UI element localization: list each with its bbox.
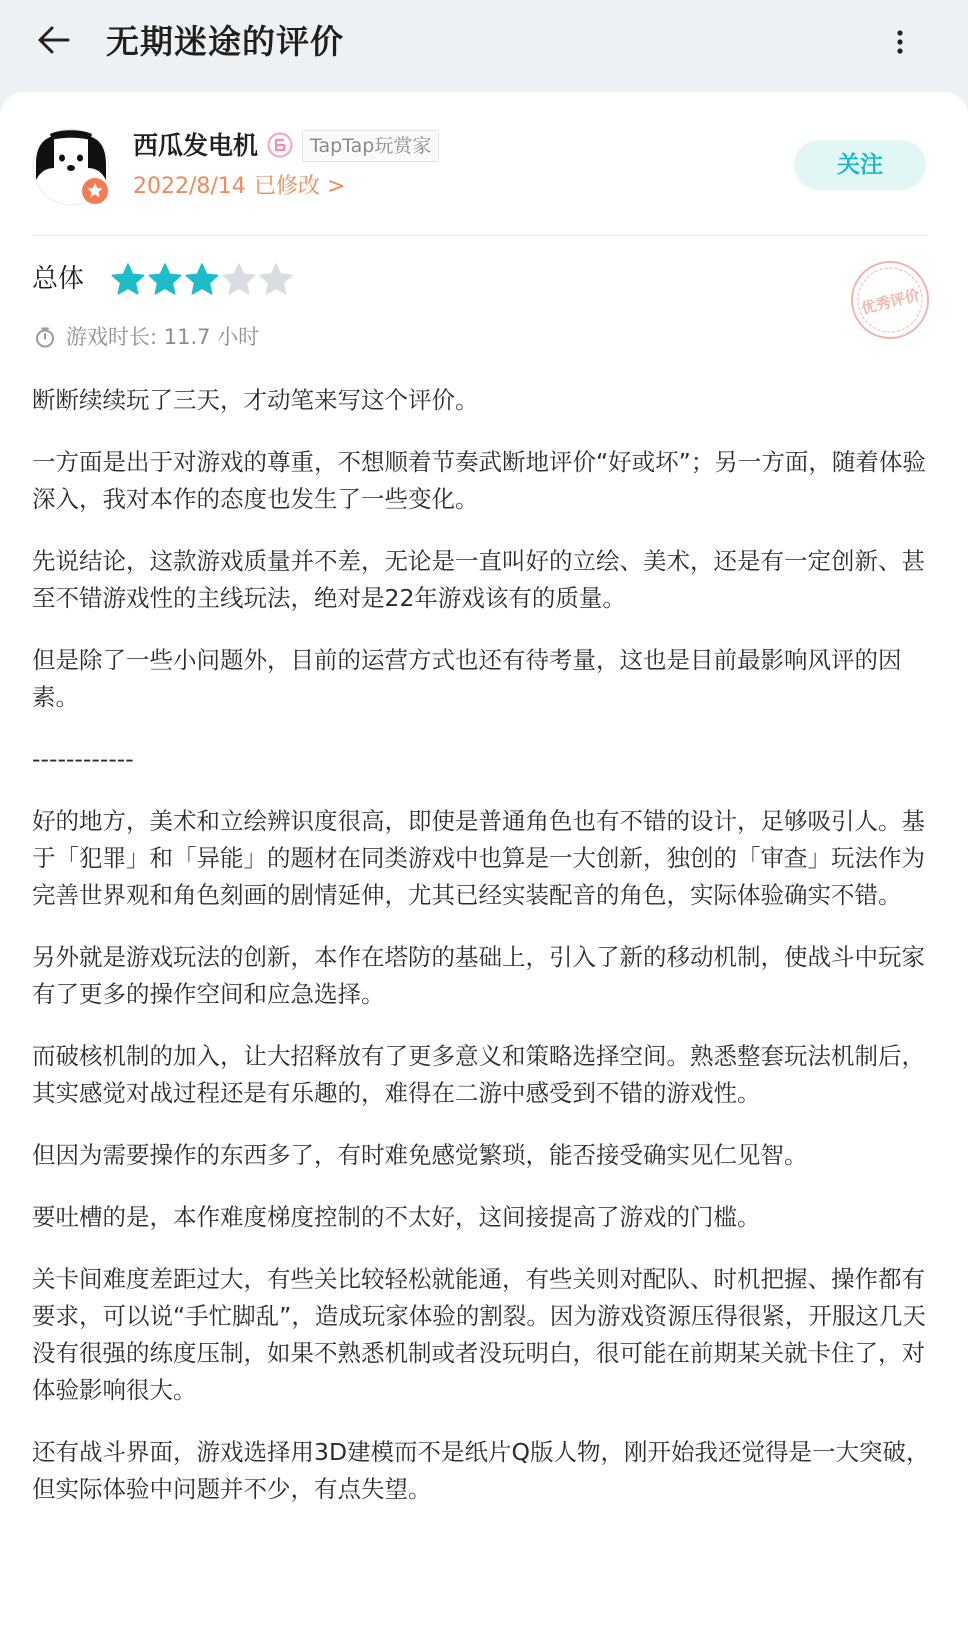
excellent-review-seal (848, 258, 932, 342)
review-date: 2022/8/14 (133, 174, 246, 199)
review-paragraph: 而破核机制的加入，让大招释放有了更多意义和策略选择空间。熟悉整套玩法机制后，其实感觉对战过程还是有乐趣的，难得在二游中感受到不错的游戏性。 (32, 1042, 925, 1107)
review-paragraph: ------------ (32, 745, 134, 773)
author-tag: TapTap玩赏家 (302, 130, 439, 162)
review-card (0, 92, 968, 1652)
review-paragraph: 但因为需要操作的东西多了，有时难免感觉繁琐，能否接受确实见仁见智。 (32, 1141, 808, 1169)
back-arrow-icon[interactable] (34, 20, 74, 60)
timer-icon (34, 326, 56, 348)
review-paragraph: 但是除了一些小问题外，目前的运营方式也还有待考量，这也是目前最影响风评的因素。 (32, 646, 902, 711)
author-name[interactable]: 西瓜发电机 (133, 131, 259, 160)
playtime-text: 游戏时长: 11.7 小时 (66, 325, 260, 349)
divider (32, 235, 928, 236)
star-filled-icon (110, 262, 146, 298)
page-title: 无期迷途的评价 (106, 22, 344, 61)
review-paragraph: 还有战斗界面，游戏选择用3D建模而不是纸片Q版人物，刚开始我还觉得是一大突破，但实际体验中问题并不少，有点失望。 (32, 1438, 930, 1503)
star-empty-icon (221, 262, 257, 298)
review-paragraph: 好的地方，美术和立绘辨识度很高，即使是普通角色也有不错的设计，足够吸引人。基于「犯罪」和「异能」的题材在同类游戏中也算是一大创新，独创的「审查」玩法作为完善世界观和角色刻画的剧情延伸，尤其已经实装配音的角色，实际体验确实不错。 (32, 807, 925, 909)
review-paragraph: 先说结论，这款游戏质量并不差，无论是一直叫好的立绘、美术，还是有一定创新、甚至不错游戏性的主线玩法，绝对是22年游戏该有的质量。 (32, 547, 925, 612)
level-badge-icon (267, 132, 293, 158)
review-body (32, 382, 932, 1533)
review-paragraph: 断断续续玩了三天，才动笔来写这个评价。 (32, 386, 479, 414)
review-paragraph: 另外就是游戏玩法的创新，本作在塔防的基础上，引入了新的移动机制，使战斗中玩家有了更多的操作空间和应急选择。 (32, 943, 925, 1008)
edited-history-link[interactable]: 已修改 > (254, 174, 346, 199)
follow-button[interactable]: 关注 (794, 140, 926, 190)
review-paragraph: 关卡间难度差距过大，有些关比较轻松就能通，有些关则对配队、时机把握、操作都有要求，可以说“手忙脚乱”，造成玩家体验的割裂。因为游戏资源压得很紧，开服这几天没有很强的练度压制，如果不熟悉机制或者没玩明白，很可能在前期某关就卡住了，对体验影响很大。 (32, 1265, 926, 1404)
star-filled-icon (147, 262, 183, 298)
seal-text: 优秀评价 (859, 285, 922, 318)
avatar[interactable] (32, 128, 110, 206)
more-vertical-icon[interactable] (890, 22, 910, 62)
star-filled-icon (184, 262, 220, 298)
top-bar (0, 0, 968, 88)
star-empty-icon (258, 262, 294, 298)
rating-label: 总体 (32, 264, 85, 294)
verified-badge-icon (82, 178, 108, 204)
review-paragraph: 一方面是出于对游戏的尊重，不想顺着节奏武断地评价“好或坏”；另一方面，随着体验深入，我对本作的态度也发生了一些变化。 (32, 448, 926, 513)
review-paragraph: 要吐槽的是，本作难度梯度控制的不太好，这间接提高了游戏的门槛。 (32, 1203, 761, 1231)
